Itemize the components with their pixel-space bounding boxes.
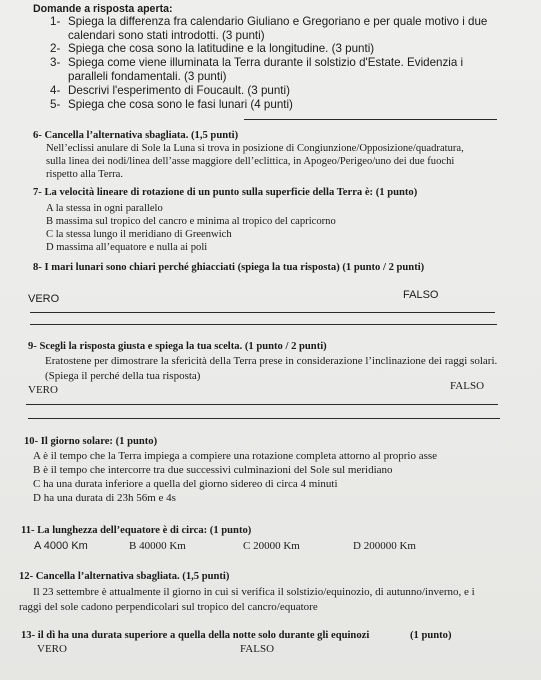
q12-line1: Il 23 settembre è attualmente il giorno in cui si verifica il solstizio/equinozio, di autunno/inverno, e i bbox=[33, 586, 475, 598]
answer-line[interactable] bbox=[244, 119, 497, 120]
q7-option-c[interactable]: C la stessa lungo il meridiano di Greenwich bbox=[46, 229, 232, 240]
q8-title: 8- I mari lunari sono chiari perché ghiacciati (spiega la tua risposta) (1 punto / 2 punti) bbox=[33, 262, 425, 273]
q11-option-d[interactable]: D 200000 Km bbox=[353, 540, 416, 552]
q13-vero-option[interactable]: VERO bbox=[37, 643, 67, 655]
answer-line[interactable] bbox=[26, 404, 498, 405]
q6-title: 6- Cancella l’alternativa sbagliata. (1,5 punti) bbox=[33, 130, 239, 141]
q8-vero-option[interactable]: VERO bbox=[28, 293, 60, 305]
q9-falso-option[interactable]: FALSO bbox=[450, 380, 485, 392]
q2-text: Spiega che cosa sono la latitudine e la longitudine. (3 punti) bbox=[68, 42, 375, 55]
q6-line2: sulla linea dei nodi/linea dell’asse maggiore dell’eclittica, in Apogeo/Perigeo/uno dei due fuochi bbox=[46, 156, 455, 167]
q7-option-b[interactable]: B massima sul tropico del cancro e minima al tropico del capricorno bbox=[46, 216, 336, 227]
q1-text-line1: Spiega la differenza fra calendario Giuliano e Gregoriano e per quale motivo i due bbox=[68, 15, 488, 28]
q7-option-d[interactable]: D massima all’equatore e nulla ai poli bbox=[46, 242, 208, 253]
q5-text: Spiega che cosa sono le fasi lunari (4 punti) bbox=[68, 98, 293, 111]
q9-line2: (Spiega il perché della tua risposta) bbox=[45, 370, 201, 382]
q7-option-a[interactable]: A la stessa in ogni parallelo bbox=[46, 203, 163, 214]
q7-title: 7- La velocità lineare di rotazione di un punto sulla superficie della Terra è: (1 punto) bbox=[33, 187, 418, 198]
q12-line2: raggi del sole cadono perpendicolari sul tropico del cancro/equatore bbox=[19, 601, 318, 613]
q10-option-d[interactable]: D ha una durata di 23h 56m e 4s bbox=[33, 492, 176, 504]
q9-title: 9- Scegli la risposta giusta e spiega la tua scelta. (1 punto / 2 punti) bbox=[28, 341, 327, 352]
open-questions-heading: Domande a risposta aperta: bbox=[33, 3, 173, 15]
q3-number: 3- bbox=[50, 56, 61, 69]
q9-line1: Eratostene per dimostrare la sfericità della Terra prese in considerazione l’inclinazione dei raggi solari. bbox=[45, 355, 498, 367]
q8-falso-option[interactable]: FALSO bbox=[403, 289, 439, 301]
q11-option-a[interactable]: A 4000 Km bbox=[34, 540, 88, 552]
q11-option-c[interactable]: C 20000 Km bbox=[243, 540, 300, 552]
q9-vero-option[interactable]: VERO bbox=[28, 384, 58, 396]
q4-text: Descrivi l'esperimento di Foucault. (3 punti) bbox=[68, 84, 290, 97]
q6-line3: rispetto alla Terra. bbox=[46, 169, 124, 180]
answer-line[interactable] bbox=[30, 324, 497, 325]
q2-number: 2- bbox=[50, 42, 61, 55]
q4-number: 4- bbox=[50, 84, 61, 97]
q1-number: 1- bbox=[50, 15, 61, 28]
q13-points: (1 punto) bbox=[410, 630, 452, 641]
q10-option-b[interactable]: B è il tempo che intercorre tra due successivi culminazioni del Sole sul meridiano bbox=[33, 464, 393, 476]
q5-number: 5- bbox=[50, 98, 61, 111]
q10-option-a[interactable]: A è il tempo che la Terra impiega a compiere una rotazione completa attorno al proprio asse bbox=[33, 450, 438, 462]
q13-title: 13- il dì ha una durata superiore a quella della notte solo durante gli equinozi bbox=[21, 630, 370, 641]
q13-falso-option[interactable]: FALSO bbox=[240, 643, 275, 655]
q1-text-line2: calendari sono stati introdotti. (3 punti) bbox=[68, 29, 265, 42]
q12-title: 12- Cancella l’alternativa sbagliata. (1,5 punti) bbox=[19, 571, 230, 582]
q10-title: 10- Il giorno solare: (1 punto) bbox=[24, 436, 158, 447]
q10-option-c[interactable]: C ha una durata inferiore a quella del giorno sidereo di circa 4 minuti bbox=[33, 478, 338, 490]
q6-line1: Nell’eclissi anulare di Sole la Luna si trova in posizione di Congiunzione/Opposizione/quadratura, bbox=[46, 143, 464, 154]
q11-option-b[interactable]: B 40000 Km bbox=[129, 540, 186, 552]
q3-text-line1: Spiega come viene illuminata la Terra durante il solstizio d'Estate. Evidenzia i bbox=[68, 56, 464, 69]
q3-text-line2: paralleli fondamentali. (3 punti) bbox=[68, 70, 227, 83]
answer-line[interactable] bbox=[30, 312, 495, 313]
q11-title: 11- La lunghezza dell’equatore è di circa: (1 punto) bbox=[21, 525, 252, 536]
answer-line[interactable] bbox=[28, 418, 500, 419]
